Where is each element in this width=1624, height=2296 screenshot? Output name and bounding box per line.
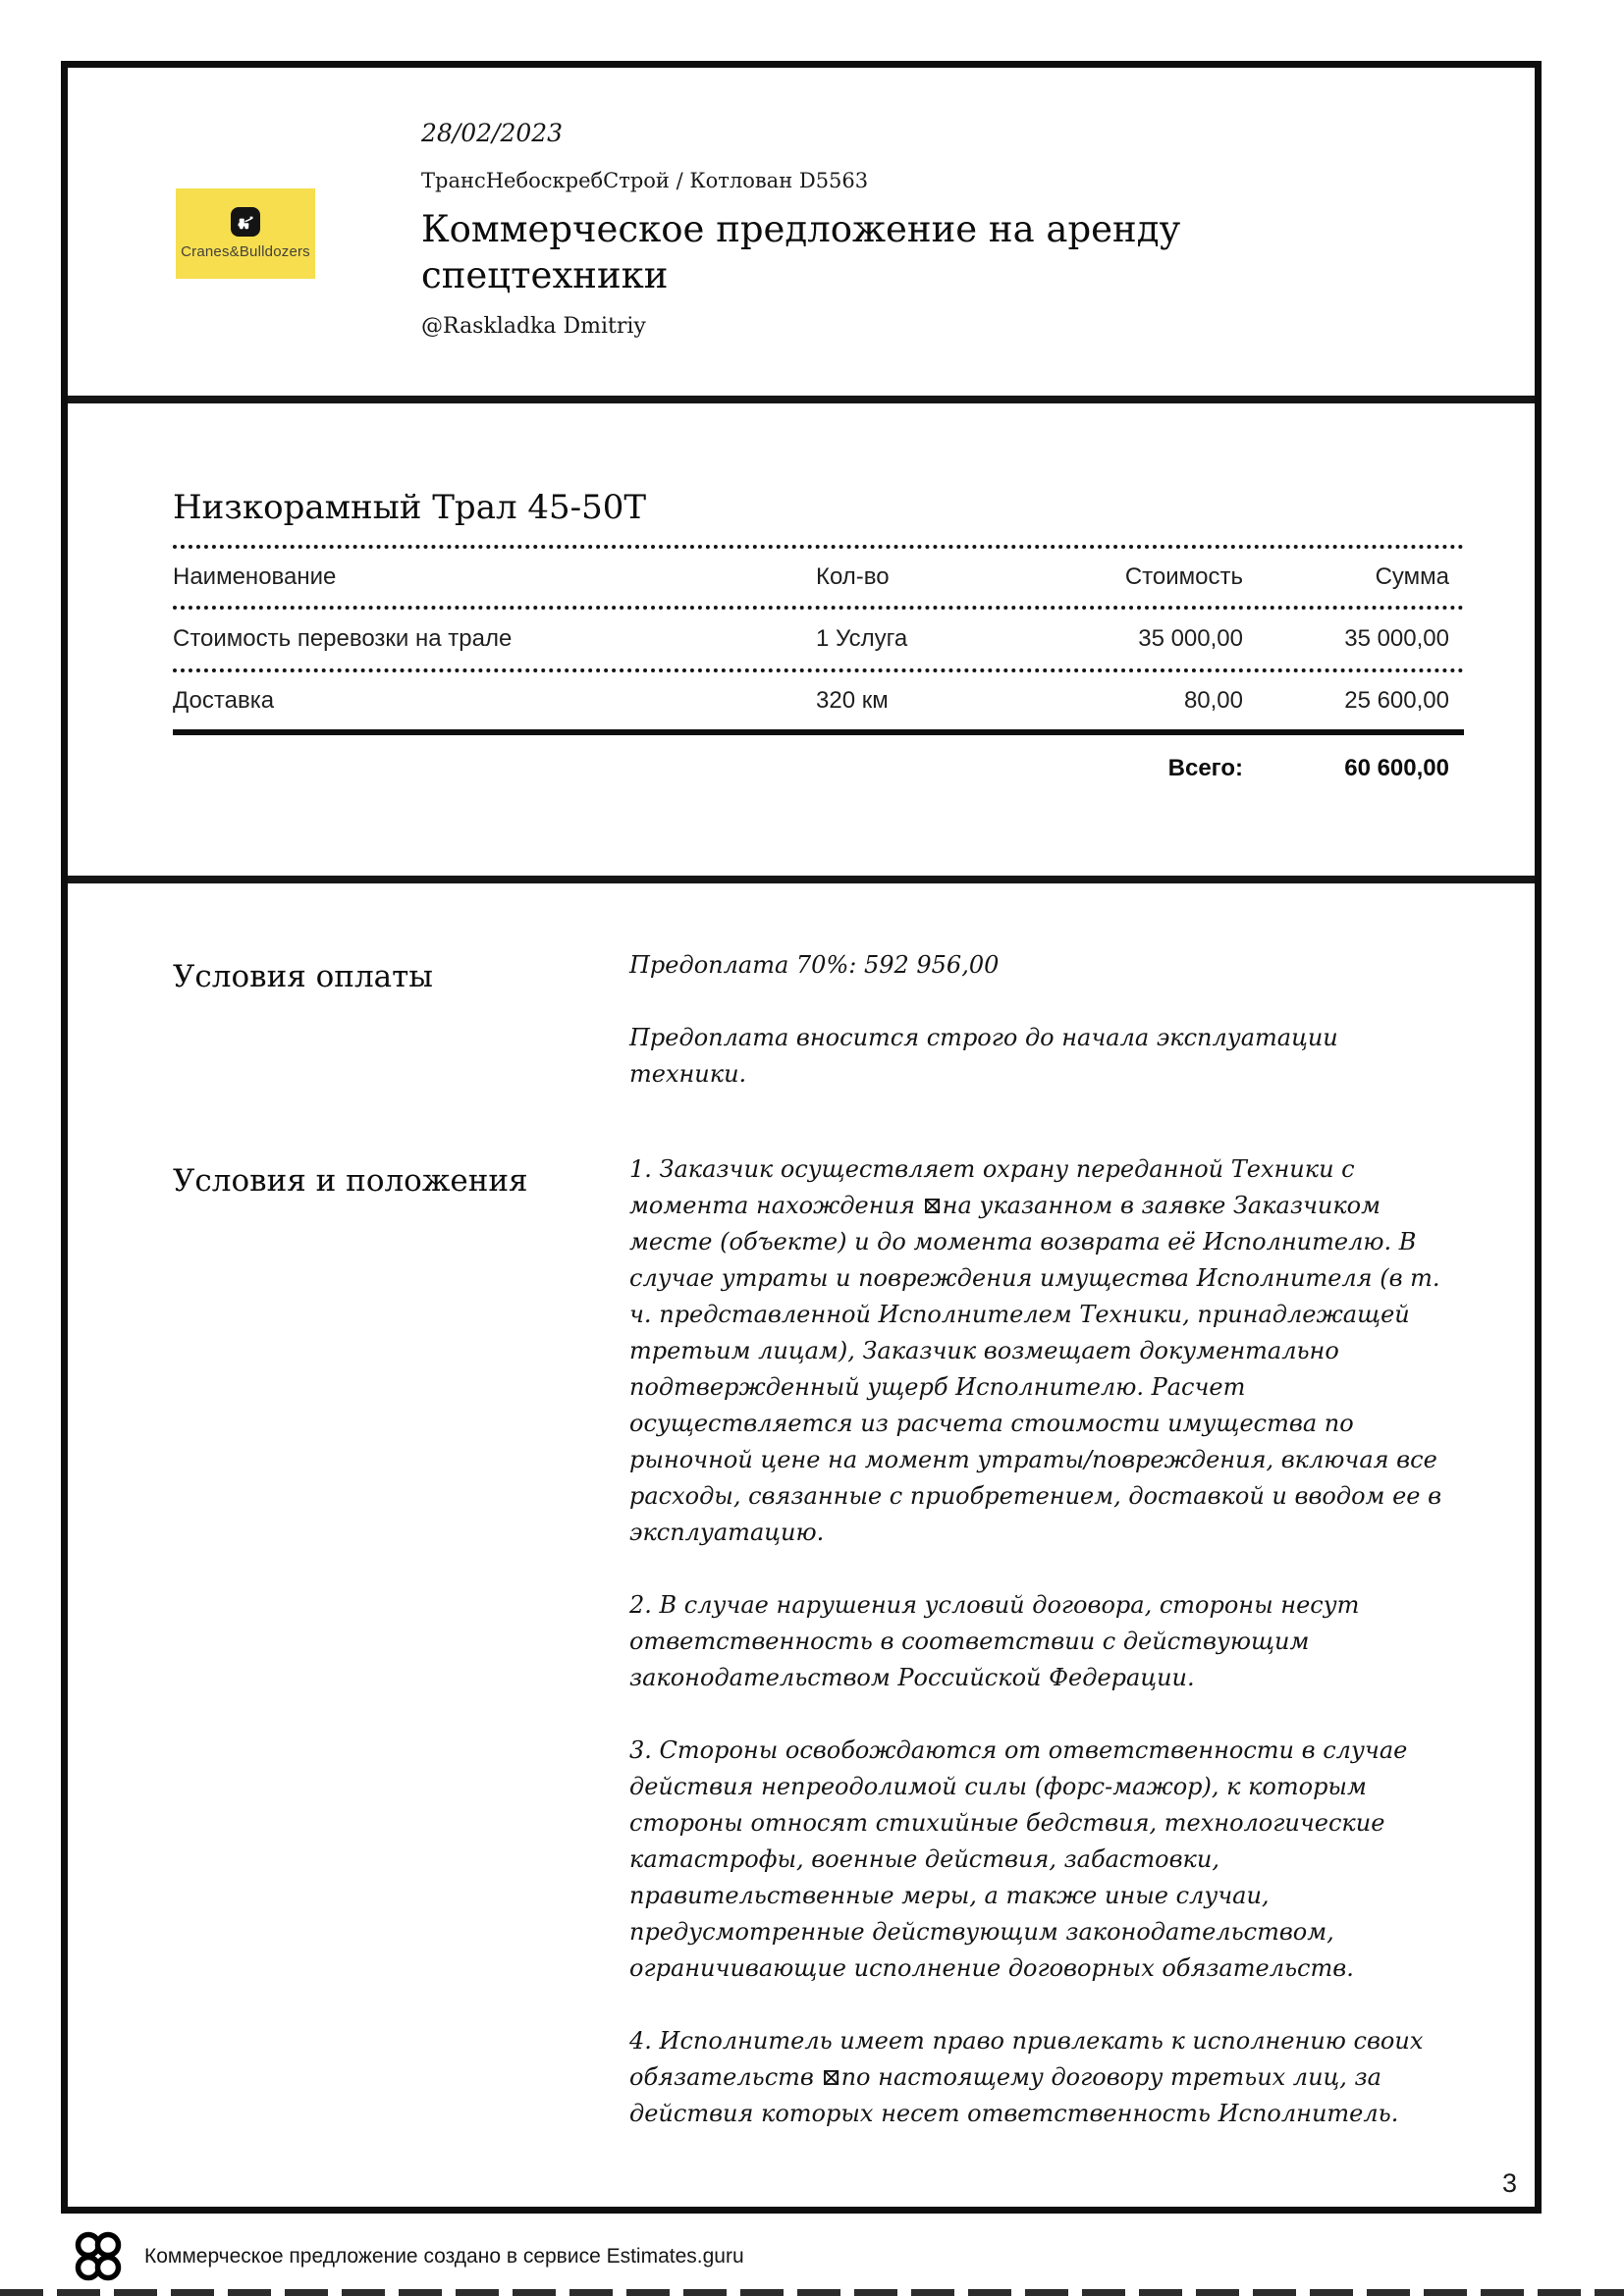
terms-paragraph: 1. Заказчик осуществляет охрану переданной Техники с момента нахождения ⊠на указанном в заявке Заказчиком месте (объекте) и до момента возврата её Исполнителю. В случае утраты и повреждения имущества Исполнителя (в т. ч. представленной Исполнителем Техники, принадлежащей третьим лицам), Заказчик возмещает документально подтвержденный ущерб Исполнителю. Расчет осуществляется из расчета стоимости имущества по рыночной цене на момент утраты/повреждения, включая все расходы, связанные с приобретением, доставкой и вводом ее в эксплуатацию.	[629, 1155, 1442, 1546]
page-frame	[61, 61, 1542, 2214]
estimate-section	[173, 488, 1464, 782]
total-label: Всего:	[1167, 755, 1243, 781]
cell-name: Стоимость перевозки на трале	[173, 625, 513, 652]
col-header-price: Стоимость	[1124, 563, 1243, 590]
document-date: 28/02/2023	[421, 119, 564, 147]
table-row	[173, 672, 1464, 735]
terms-paragraph: 4. Исполнитель имеет право привлекать к исполнению своих обязательств ⊠по настоящему договору третьих лиц, за действия которых несет ответственность Исполнитель.	[629, 2027, 1424, 2127]
estimate-title: Низкорамный Трал 45-50Т	[173, 488, 647, 527]
table-total-row	[173, 735, 1464, 782]
cell-qty: 1 Услуга	[816, 625, 908, 652]
header-text	[421, 119, 1246, 339]
author-handle: @Raskladka Dmitriy	[421, 314, 646, 339]
table-header-row	[173, 545, 1464, 610]
payment-content	[629, 947, 1444, 1093]
cell-price: 35 000,00	[1138, 625, 1243, 652]
terms-heading: Условия и положения	[173, 1163, 528, 1199]
col-header-qty: Кол-во	[816, 563, 890, 590]
page-number: 3	[1501, 2168, 1517, 2198]
payment-section	[173, 947, 1444, 1093]
terms-section	[173, 1151, 1444, 2132]
estimates-guru-icon	[74, 2230, 123, 2283]
cell-name: Доставка	[173, 687, 275, 714]
page-title: Коммерческое предложение на аренду спецтехники	[421, 208, 1181, 296]
crane-icon	[231, 207, 260, 237]
company-logo	[176, 188, 315, 279]
next-page-edge	[0, 2289, 1624, 2296]
col-header-name: Наименование	[173, 563, 337, 590]
cell-qty: 320 км	[816, 687, 889, 714]
logo-text: Cranes&Bulldozers	[181, 243, 310, 260]
breadcrumb: ТрансНебоскребСтрой / Котлован D5563	[421, 169, 869, 192]
payment-heading: Условия оплаты	[173, 959, 433, 994]
terms-paragraph: 3. Стороны освобождаются от ответственности в случае действия непреодолимой силы (форс-мажор), к которым стороны относят стихийные бедствия, технологические катастрофы, военные действия, забастовки, правительственные меры, а также иные случаи, предусмотренные действующим законодательством, ограничивающие исполнение договорных обязательств.	[629, 1736, 1408, 1982]
terms-paragraph: 2. В случае нарушения условий договора, стороны несут ответственность в соответствии с действующим законодательством Российской Федерации.	[629, 1591, 1360, 1691]
table-row	[173, 610, 1464, 672]
header-divider	[68, 396, 1535, 403]
service-footer	[74, 2230, 744, 2283]
cell-price: 80,00	[1183, 687, 1243, 714]
terms-content	[629, 1151, 1444, 2132]
footer-text: Коммерческое предложение создано в сервисе Estimates.guru	[144, 2245, 744, 2268]
cell-sum: 25 600,00	[1344, 687, 1449, 714]
payment-line: Предоплата вносится строго до начала эксплуатации техники.	[629, 1024, 1338, 1088]
payment-line: Предоплата 70%: 592 956,00	[629, 951, 1000, 979]
section-divider	[68, 876, 1535, 883]
cell-sum: 35 000,00	[1344, 625, 1449, 652]
estimate-table	[173, 545, 1464, 782]
total-value: 60 600,00	[1344, 755, 1449, 781]
col-header-sum: Сумма	[1375, 563, 1449, 590]
